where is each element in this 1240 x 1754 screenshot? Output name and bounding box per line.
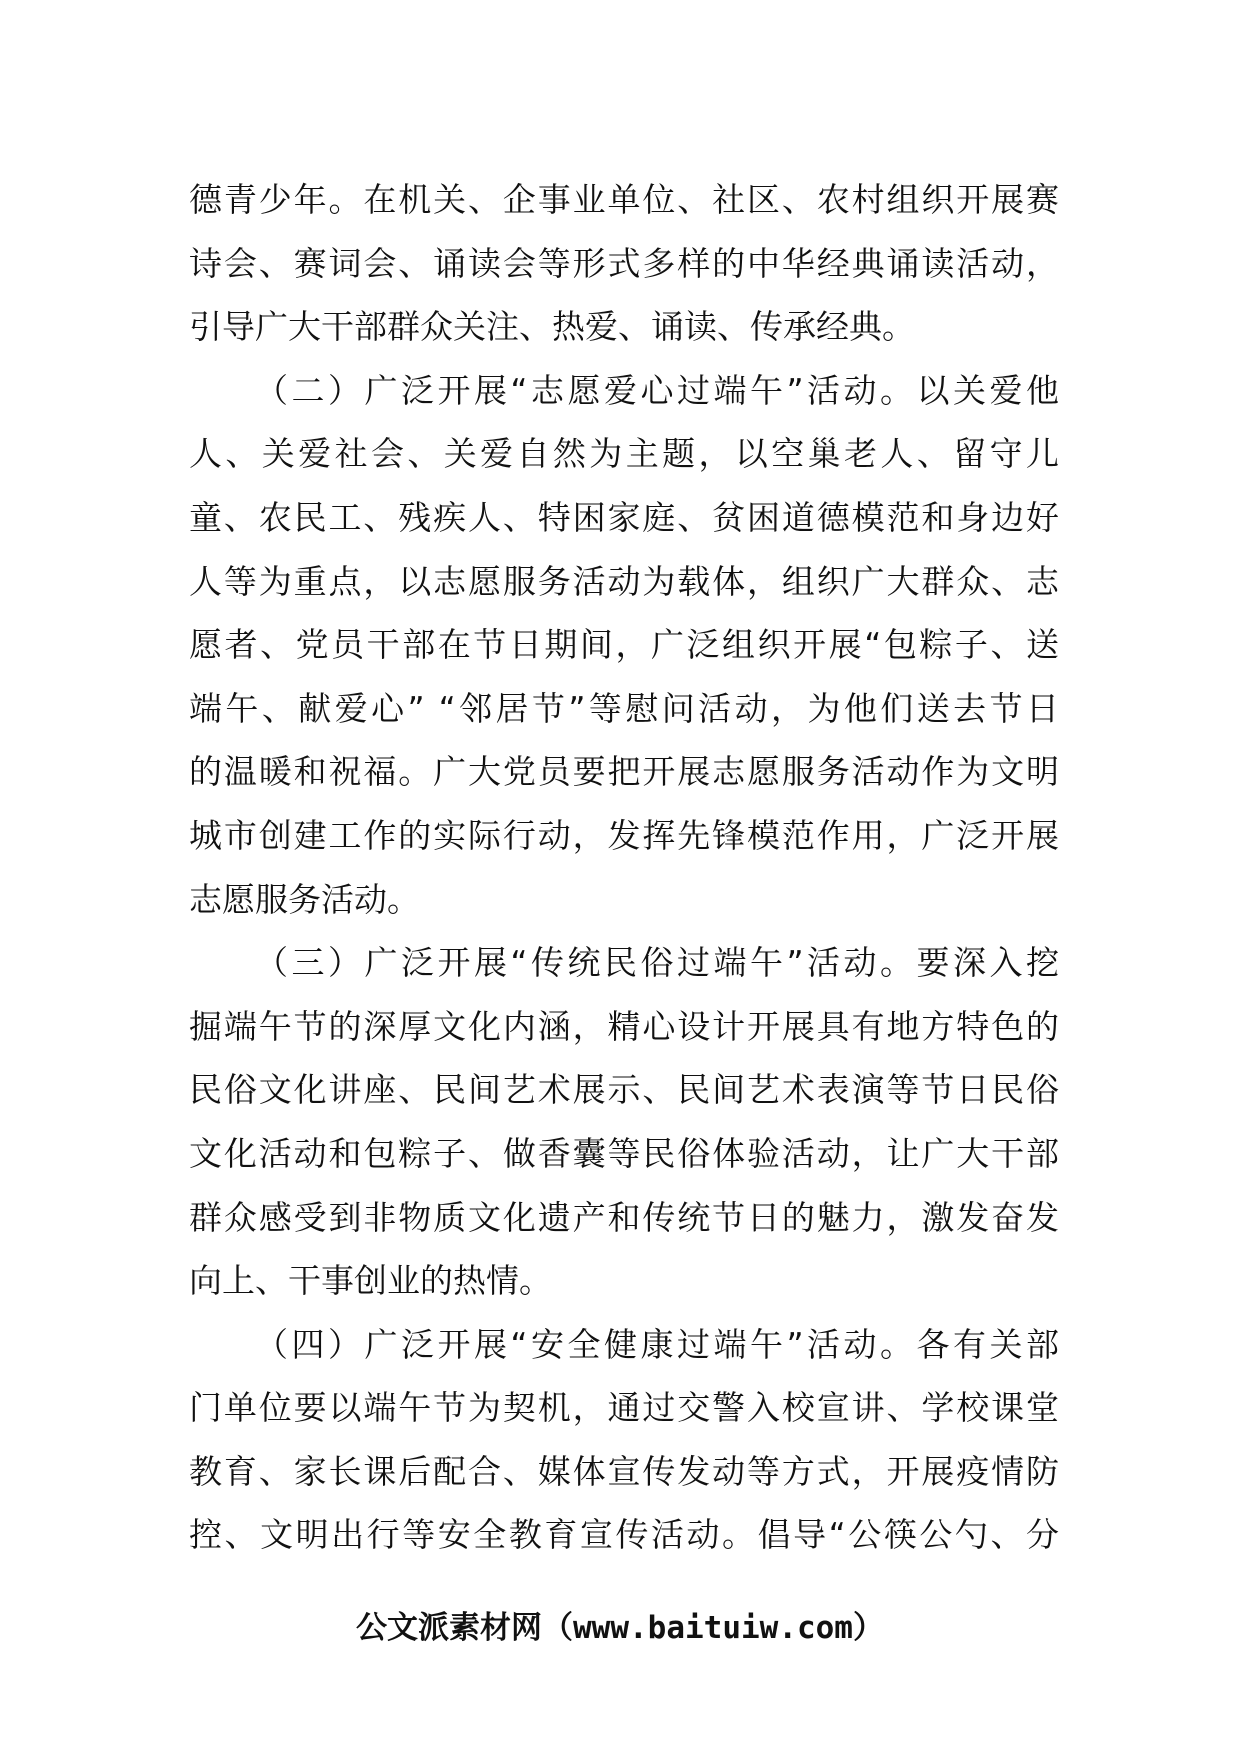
text-line: 愿者、党员干部在节日期间，广泛组织开展“包粽子、送 (189, 625, 1059, 665)
text-line: 教育、家长课后配合、媒体宣传发动等方式，开展疫情防 (189, 1451, 1059, 1491)
text-line: 志愿服务活动。 (189, 879, 420, 919)
text-line: 门单位要以端午节为契机，通过交警入校宣讲、学校课堂 (189, 1388, 1059, 1428)
text-line: 向上、干事创业的热情。 (189, 1261, 552, 1301)
footer-url: （www.baituiw.com） (542, 1610, 884, 1646)
footer-site-name: 公文派素材网 (356, 1610, 543, 1646)
text-line: 的温暖和祝福。广大党员要把开展志愿服务活动作为文明 (189, 752, 1059, 792)
document-body (189, 168, 1059, 1567)
text-line: 诗会、赛词会、诵读会等形式多样的中华经典诵读活动， (189, 243, 1059, 283)
section-heading-line: （二）广泛开展“志愿爱心过端午”活动。以关爱他 (255, 370, 1059, 410)
text-line: 德青少年。在机关、企事业单位、社区、农村组织开展赛 (189, 180, 1059, 219)
text-line: 端午、献爱心” “邻居节”等慰问活动，为他们送去节日 (189, 688, 1059, 728)
text-line: 人等为重点，以志愿服务活动为载体，组织广大群众、志 (189, 561, 1059, 601)
footer-watermark (0, 1606, 1240, 1650)
text-line: 群众感受到非物质文化遗产和传统节日的魅力，激发奋发 (189, 1197, 1059, 1237)
text-line: 民俗文化讲座、民间艺术展示、民间艺术表演等节日民俗 (189, 1070, 1059, 1110)
text-line: 人、关爱社会、关爱自然为主题，以空巢老人、留守儿 (189, 434, 1059, 474)
text-line: 掘端午节的深厚文化内涵，精心设计开展具有地方特色的 (189, 1006, 1059, 1046)
text-line: 控、文明出行等安全教育宣传活动。倡导“公筷公勺、分 (189, 1515, 1059, 1555)
section-heading-line: （四）广泛开展“安全健康过端午”活动。各有关部 (255, 1324, 1059, 1364)
text-line: 引导广大干部群众关注、热爱、诵读、传承经典。 (189, 307, 915, 347)
text-line: 文化活动和包粽子、做香囊等民俗体验活动，让广大干部 (189, 1133, 1059, 1173)
text-line: 童、农民工、残疾人、特困家庭、贫困道德模范和身边好 (189, 497, 1059, 537)
section-heading-line: （三）广泛开展“传统民俗过端午”活动。要深入挖 (255, 943, 1059, 983)
text-line: 城市创建工作的实际行动，发挥先锋模范作用，广泛开展 (189, 815, 1059, 855)
